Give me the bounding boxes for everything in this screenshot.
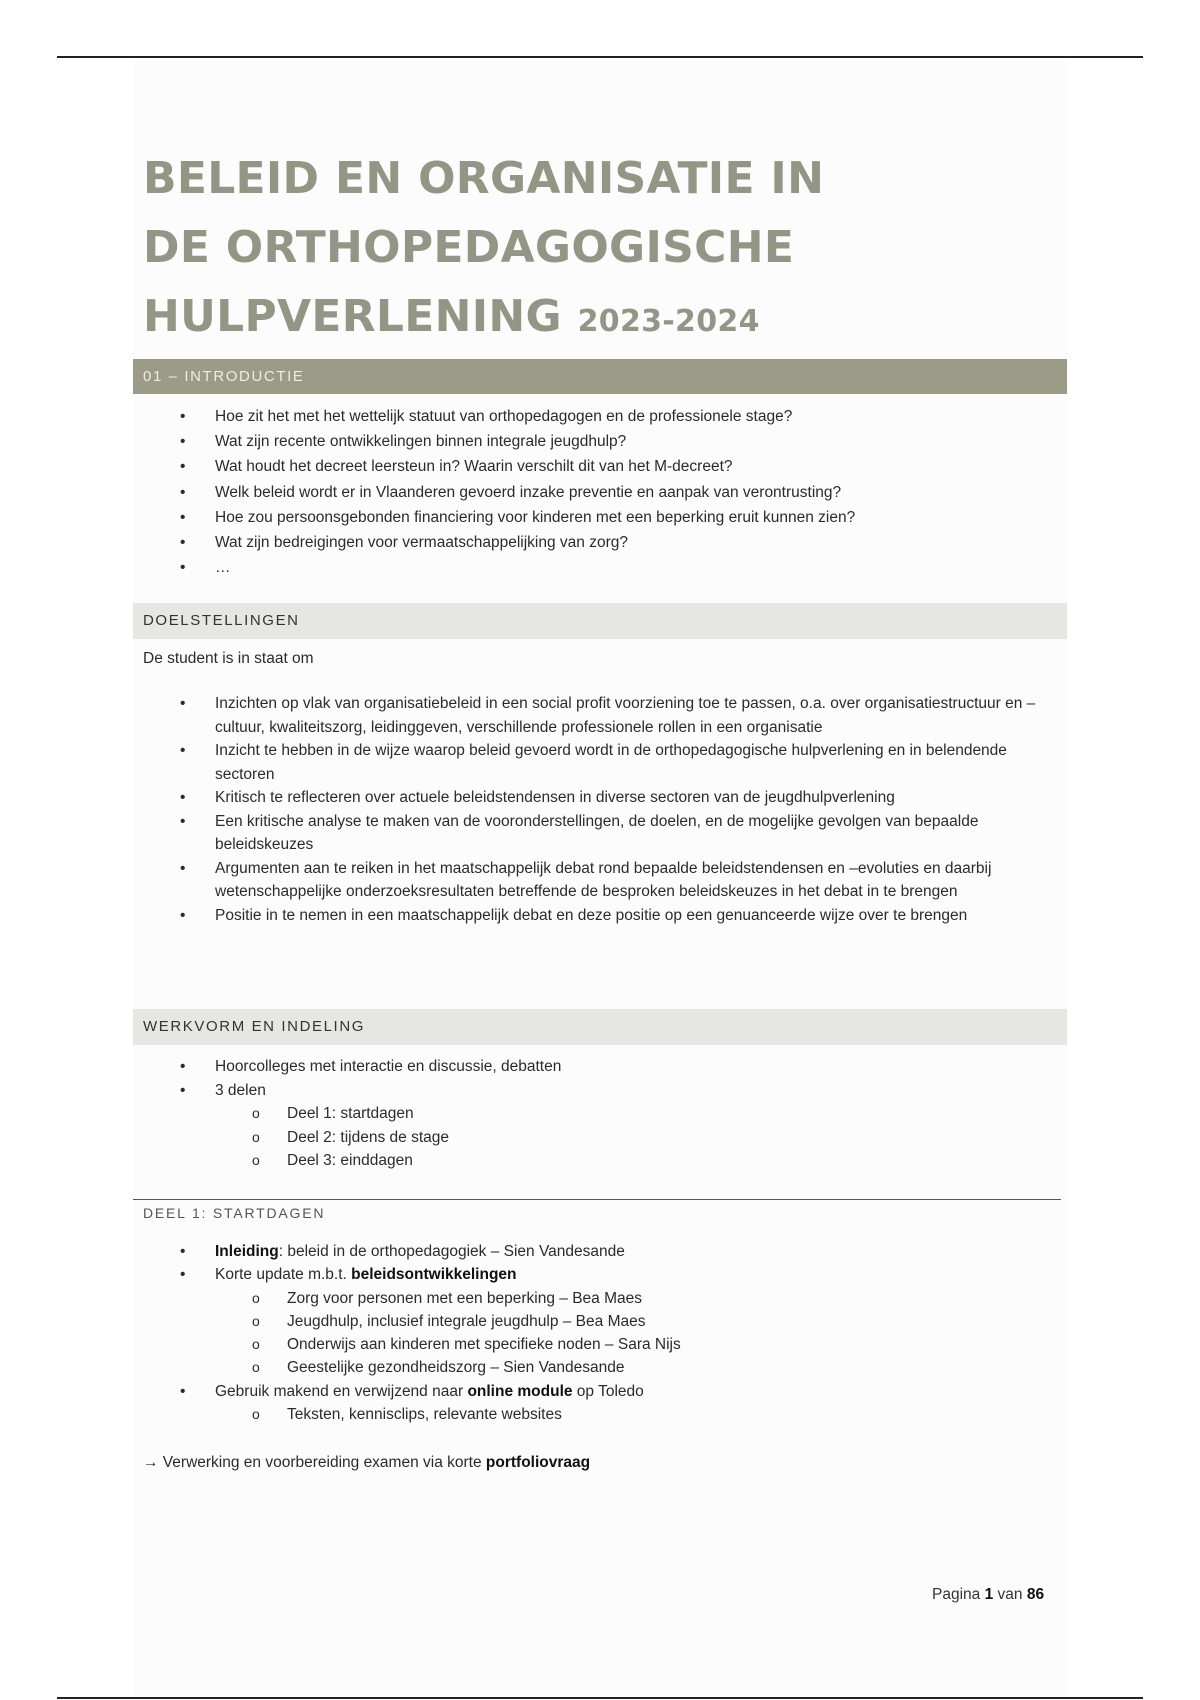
footer-sep: van: [997, 1586, 1023, 1603]
list-item: • 3 delen: [0, 1079, 1065, 1103]
list-item: • Hoe zou persoonsgebonden financiering voor kinderen met een beperking eruit kunnen zien?: [0, 505, 1065, 530]
list-item: • …: [0, 555, 1065, 580]
list-item: [0, 1240, 1065, 1263]
sub-list-item: o Onderwijs aan kinderen met specifieke noden – Sara Nijs: [0, 1333, 1200, 1356]
arrow-note: [143, 1454, 590, 1472]
sub-list-item: o Deel 2: tijdens de stage: [0, 1126, 1200, 1150]
list-item: • Een kritische analyse te maken van de vooronderstellingen, de doelen, en de mogelijke gevolgen van bepaalde beleidskeuzes: [0, 810, 1065, 857]
section-heading-doelstellingen: DOELSTELLINGEN: [133, 603, 1067, 639]
list-item: • Hoe zit het met het wettelijk statuut van orthopedagogen en de professionele stage?: [0, 404, 1065, 429]
title-year: 2023-2024: [577, 304, 760, 339]
list-item: • Positie in te nemen in een maatschappelijk debat en deze positie op een genuanceerde wijze over te brengen: [0, 904, 1065, 928]
list-item: [0, 1263, 1065, 1286]
list-item: • Wat zijn bedreigingen voor vermaatschappelijking van zorg?: [0, 530, 1065, 555]
update-pre: Korte update m.b.t.: [215, 1266, 352, 1284]
bottom-rule: [57, 1697, 1143, 1699]
footer-page: 1: [984, 1586, 994, 1603]
sub-list-item: o Deel 1: startdagen: [0, 1102, 1200, 1126]
list-item: [0, 1380, 1065, 1403]
list-item: • Hoorcolleges met interactie en discussie, debatten: [0, 1055, 1065, 1079]
sub-list-item: o Zorg voor personen met een beperking – Bea Maes: [0, 1287, 1200, 1310]
online-pre: Gebruik makend en verwijzend naar: [215, 1382, 468, 1400]
sub-list-item: o Geestelijke gezondheidszorg – Sien Vandesande: [0, 1356, 1200, 1379]
section-heading-werkvorm: WERKVORM EN INDELING: [133, 1009, 1067, 1045]
list-item: • Kritisch te reflecteren over actuele beleidstendensen in diverse sectoren van de jeugdhulpverlening: [0, 786, 1065, 810]
online-post: op Toledo: [572, 1382, 644, 1400]
arrow-bold: portfoliovraag: [485, 1454, 591, 1471]
sub-list-item: o Jeugdhulp, inclusief integrale jeugdhulp – Bea Maes: [0, 1310, 1200, 1333]
title-main: BELEID EN ORGANISATIE IN DE ORTHOPEDAGOGISCHE HULPVERLENING: [143, 153, 825, 342]
list-item: • Welk beleid wordt er in Vlaanderen gevoerd inzake preventie en aanpak van verontrusting?: [0, 480, 1065, 505]
part1-list: [0, 1240, 1200, 1426]
intro-list: [0, 404, 1200, 580]
document-title: [143, 144, 903, 356]
footer-label: Pagina: [932, 1586, 981, 1603]
online-bold: online module: [467, 1382, 573, 1400]
goals-lead: De student is in staat om: [143, 650, 314, 667]
page-number: [932, 1586, 1044, 1604]
top-rule: [57, 56, 1143, 58]
sub-list-item: o Deel 3: einddagen: [0, 1149, 1200, 1173]
list-item: • Wat houdt het decreet leersteun in? Waarin verschilt dit van het M-decreet?: [0, 454, 1065, 479]
list-item: • Inzicht te hebben in de wijze waarop beleid gevoerd wordt in de orthopedagogische hulpverlening en in belendende sectoren: [0, 739, 1065, 786]
intro-bold: Inleiding: [215, 1243, 279, 1260]
goals-list: [0, 692, 1200, 927]
update-bold: beleidsontwikkelingen: [351, 1266, 517, 1284]
footer-total: 86: [1026, 1586, 1045, 1603]
arrow-pre: → Verwerking en voorbereiding examen via korte: [143, 1454, 486, 1471]
list-item: • Wat zijn recente ontwikkelingen binnen integrale jeugdhulp?: [0, 429, 1065, 454]
list-item: • Inzichten op vlak van organisatiebeleid in een social profit voorziening toe te passen, o.a. over organisatiestructuur en –cultuur, kwaliteitszorg, leidinggeven, verschillende professionele rollen in een organisatie: [0, 692, 1065, 739]
sub-list-item: o Teksten, kennisclips, relevante websites: [0, 1403, 1200, 1426]
intro-rest: : beleid in de orthopedagogiek – Sien Vandesande: [278, 1243, 625, 1260]
section-heading-introductie: 01 – INTRODUCTIE: [133, 359, 1067, 394]
format-list: [0, 1055, 1200, 1173]
list-item: • Argumenten aan te reiken in het maatschappelijk debat rond bepaalde beleidstendensen en –evoluties en daarbij wetenschappelijke onderzoeksresultaten betreffende de besproken beleidskeuzes in het debat in te brengen: [0, 857, 1065, 904]
section-heading-deel1: DEEL 1: STARTDAGEN: [133, 1199, 1061, 1221]
